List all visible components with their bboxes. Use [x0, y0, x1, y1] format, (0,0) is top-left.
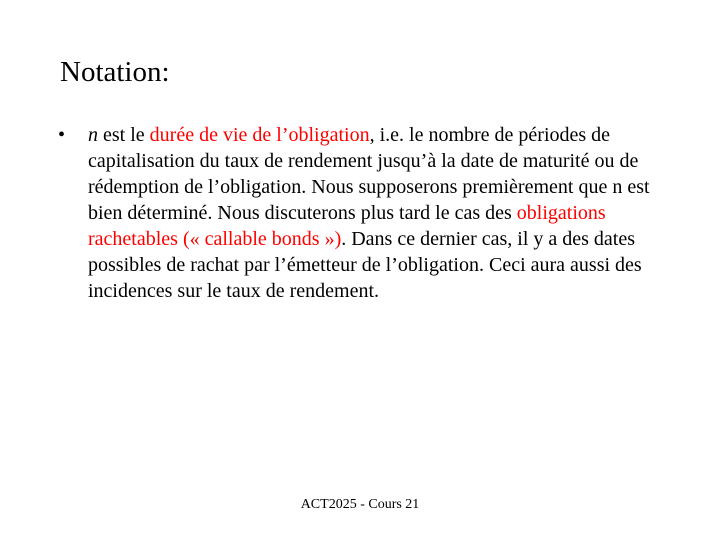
bullet-item	[56, 122, 666, 304]
bullet-highlight-term: durée de vie de l’obligation	[149, 124, 370, 146]
bullet-icon: •	[58, 124, 66, 146]
bullet-text: . Dans ce dernier cas, il y a des dates possibles de rachat par l’émetteur de l’obligation. Ceci aura aussi des incidences sur le taux de rendement.	[88, 228, 642, 302]
bullet-list	[56, 122, 666, 304]
bullet-text: est le	[98, 124, 150, 146]
slide-title: Notation:	[60, 56, 170, 88]
bullet-variable: n	[88, 124, 98, 146]
bullet-highlight-term: obligations rachetables	[88, 202, 606, 250]
slide-footer: ACT2025 - Cours 21	[300, 497, 420, 512]
bullet-highlight-term: (« callable bonds »)	[177, 228, 342, 250]
bullet-text: , i.e. le nombre de périodes de capitalisation du taux de rendement jusqu’à la date de maturité ou de rédemption de l’obligation. Nous supposerons premièrement que n est bien déterminé. Nous discuterons plus tard le cas des	[88, 124, 650, 224]
